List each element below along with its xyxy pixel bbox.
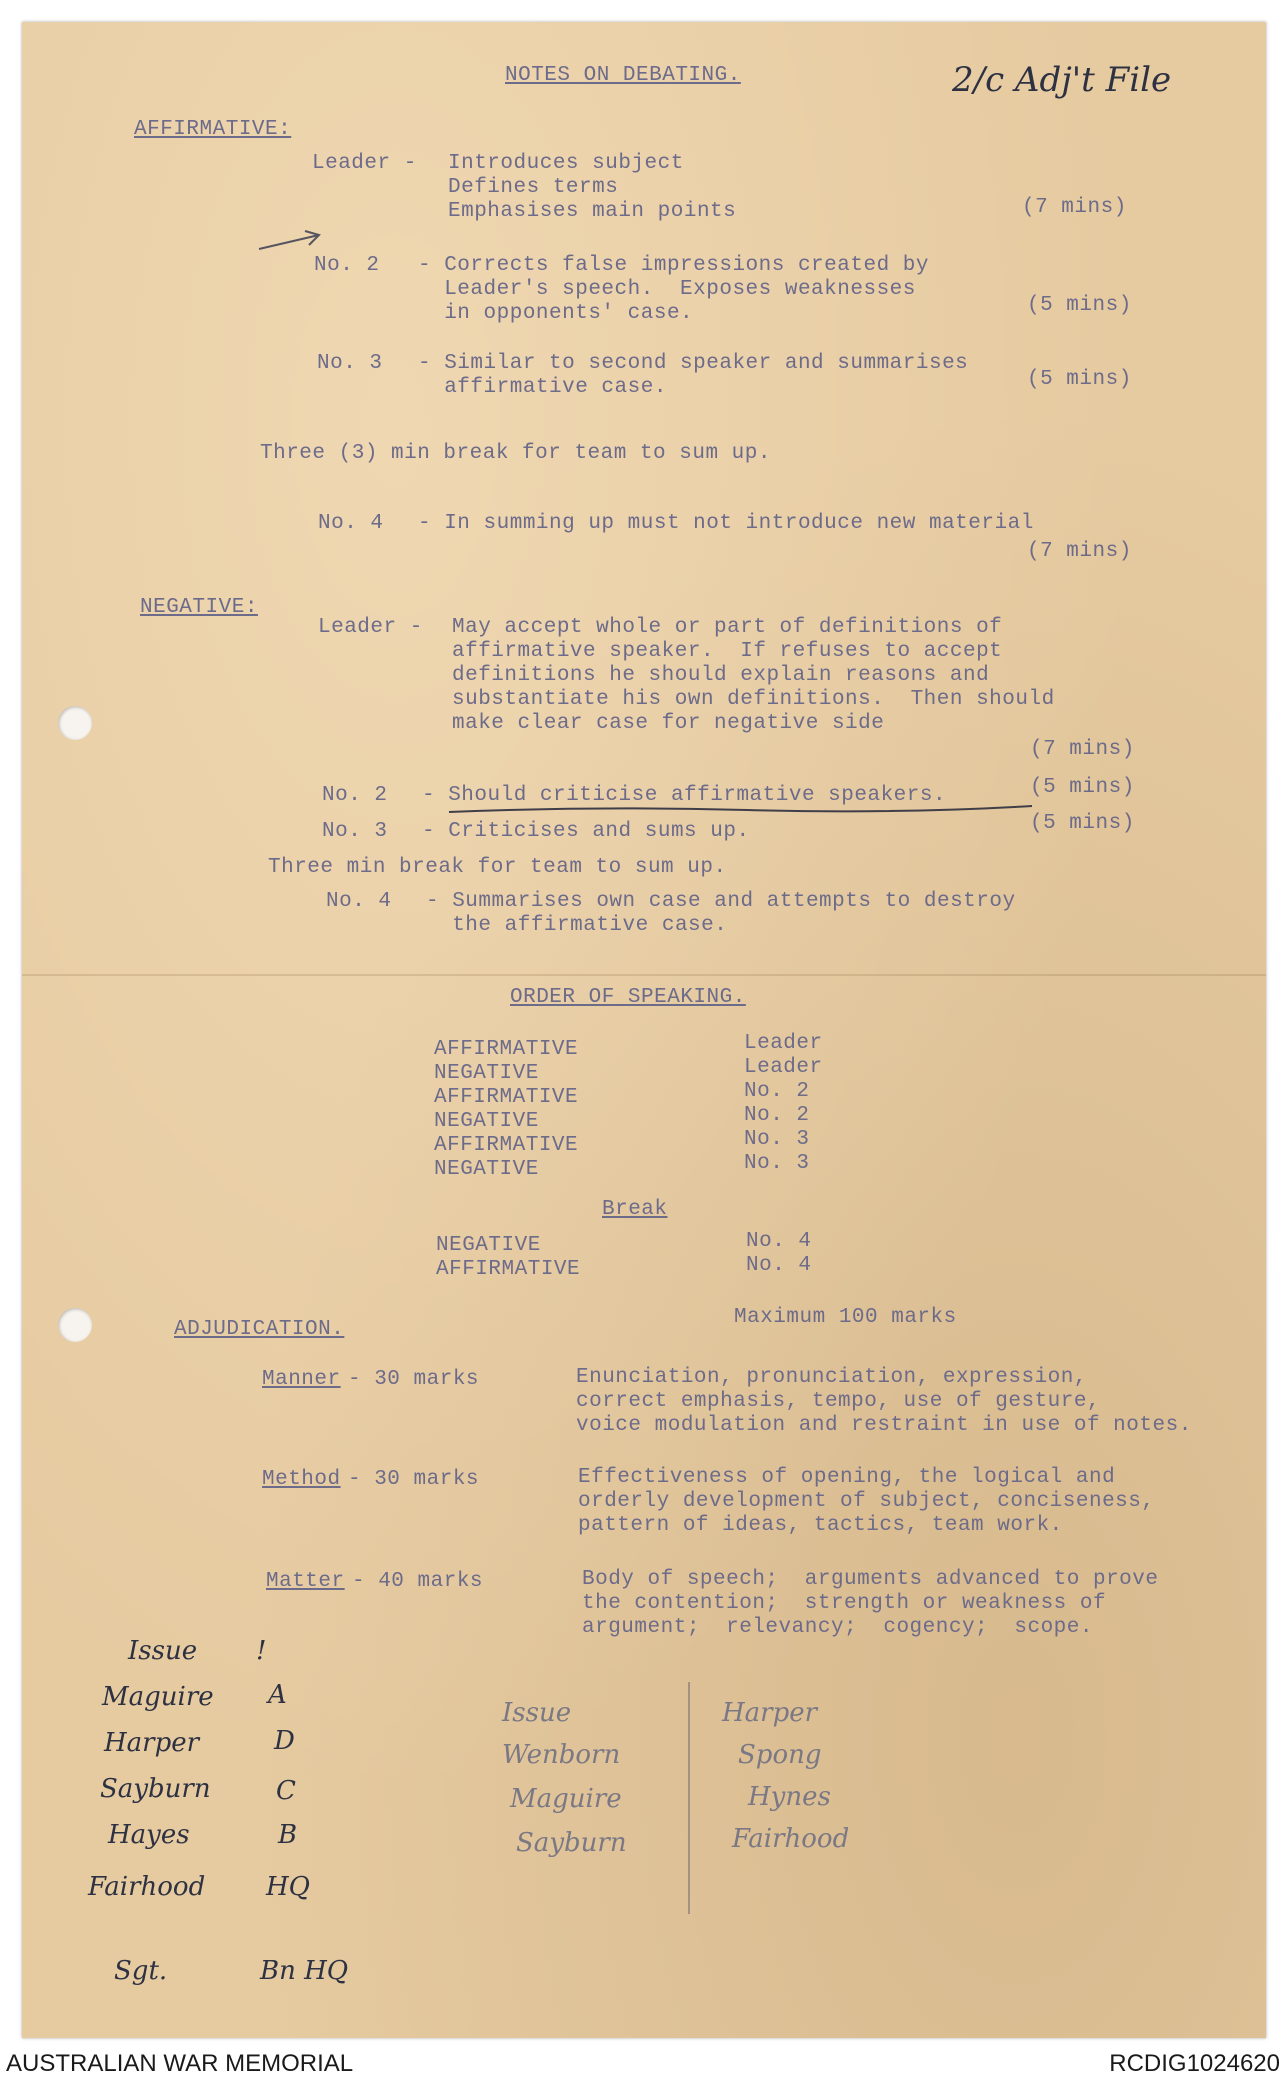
hw-list-name-1: Issue (128, 1636, 198, 1666)
aff-leader-line-1: Introduces subject (448, 152, 684, 175)
hw-list-name-6: Fairhood (88, 1872, 206, 1902)
order-row-7-side: NEGATIVE (436, 1234, 541, 1257)
hw-list-name-3: Harper (104, 1728, 200, 1758)
aff-no3-line-1: - Similar to second speaker and summarises (418, 352, 969, 375)
aff-no4-line: - In summing up must not introduce new material (418, 512, 1034, 535)
hw-col-right-2: Spong (738, 1740, 822, 1770)
handwritten-arrow-icon (257, 227, 327, 257)
aff-leader-label: Leader - (312, 152, 417, 175)
footer-record-id: RCDIG1024620 (1109, 2050, 1280, 2077)
punch-hole-lower (58, 1308, 92, 1342)
manner-line-3: voice modulation and restraint in use of notes. (576, 1414, 1192, 1437)
hw-list-name-4: Sayburn (100, 1774, 211, 1804)
manner-label: Manner (262, 1368, 341, 1391)
neg-break-note: Three min break for team to sum up. (268, 856, 727, 879)
adjudication-heading: ADJUDICATION. (174, 1318, 345, 1341)
order-row-3-side: AFFIRMATIVE (434, 1086, 579, 1109)
matter-line-2: the contention; strength or weakness of (582, 1592, 1107, 1615)
aff-no2-line-1: - Corrects false impressions created by (418, 254, 929, 277)
hw-col-left-2: Wenborn (502, 1740, 621, 1770)
method-label: Method (262, 1468, 341, 1491)
hw-list-name-5: Hayes (108, 1820, 190, 1850)
order-row-6-speaker: No. 3 (744, 1152, 810, 1175)
affirmative-heading: AFFIRMATIVE: (134, 118, 292, 141)
order-row-7-speaker: No. 4 (746, 1230, 812, 1253)
order-row-2-side: NEGATIVE (434, 1062, 539, 1085)
handwritten-underline (447, 802, 1037, 818)
method-line-2: orderly development of subject, conciseness, (578, 1490, 1155, 1513)
manner-marks: - 30 marks (348, 1368, 480, 1391)
neg-no2-time: (5 mins) (1030, 776, 1135, 799)
method-line-3: pattern of ideas, tactics, team work. (578, 1514, 1063, 1537)
hw-col-left-3: Maguire (510, 1784, 622, 1814)
neg-no3-time: (5 mins) (1030, 812, 1135, 835)
order-row-2-speaker: Leader (744, 1056, 823, 1079)
neg-leader-line-3: definitions he should explain reasons and (452, 664, 990, 687)
order-row-3-speaker: No. 2 (744, 1080, 810, 1103)
hw-list-mark-2: A (268, 1680, 287, 1710)
hw-list-name-2: Maguire (102, 1682, 214, 1712)
order-heading: ORDER OF SPEAKING. (510, 986, 746, 1009)
neg-leader-time: (7 mins) (1030, 738, 1135, 761)
aff-no4-time: (7 mins) (1027, 540, 1132, 563)
neg-no4-label: No. 4 (326, 890, 392, 913)
hw-list-mark-5: B (278, 1820, 298, 1850)
order-row-1-side: AFFIRMATIVE (434, 1038, 579, 1061)
adjudication-maximum: Maximum 100 marks (734, 1306, 957, 1329)
order-row-4-side: NEGATIVE (434, 1110, 539, 1133)
hw-list-mark-1: ! (256, 1636, 267, 1666)
neg-leader-label: Leader - (318, 616, 423, 639)
order-row-5-side: AFFIRMATIVE (434, 1134, 579, 1157)
aff-leader-line-2: Defines terms (448, 176, 619, 199)
order-break-label: Break (602, 1198, 668, 1221)
neg-leader-line-4: substantiate his own definitions. Then should (452, 688, 1055, 711)
order-row-4-speaker: No. 2 (744, 1104, 810, 1127)
aff-no2-line-3: in opponents' case. (418, 302, 694, 325)
neg-leader-line-1: May accept whole or part of definitions of (452, 616, 1003, 639)
order-row-6-side: NEGATIVE (434, 1158, 539, 1181)
hw-col-right-4: Fairhood (732, 1824, 850, 1854)
aff-leader-time: (7 mins) (1022, 196, 1127, 219)
aff-no3-line-2: affirmative case. (418, 376, 667, 399)
aff-no2-time: (5 mins) (1027, 294, 1132, 317)
method-line-1: Effectiveness of opening, the logical and (578, 1466, 1116, 1489)
matter-line-1: Body of speech; arguments advanced to prove (582, 1568, 1159, 1591)
aff-no4-label: No. 4 (318, 512, 384, 535)
hw-list-mark-6: HQ (266, 1872, 310, 1902)
hw-col-right-3: Hynes (748, 1782, 831, 1812)
order-row-8-speaker: No. 4 (746, 1254, 812, 1277)
order-row-5-speaker: No. 3 (744, 1128, 810, 1151)
matter-marks: - 40 marks (352, 1570, 484, 1593)
hw-col-left-1: Issue (502, 1698, 572, 1728)
order-row-8-side: AFFIRMATIVE (436, 1258, 581, 1281)
neg-no4-line-2: the affirmative case. (426, 914, 728, 937)
paper-fold (22, 974, 1266, 976)
negative-heading: NEGATIVE: (140, 596, 258, 619)
punch-hole-upper (58, 706, 92, 740)
neg-no4-line-1: - Summarises own case and attempts to destroy (426, 890, 1016, 913)
aff-no3-label: No. 3 (317, 352, 383, 375)
aff-leader-line-3: Emphasises main points (448, 200, 737, 223)
hw-list-name-7: Sgt. (114, 1956, 168, 1986)
hw-list-mark-7: Bn HQ (260, 1956, 349, 1986)
aff-no2-line-2: Leader's speech. Exposes weaknesses (418, 278, 916, 301)
manner-line-2: correct emphasis, tempo, use of gesture, (576, 1390, 1101, 1413)
method-marks: - 30 marks (348, 1468, 480, 1491)
hw-column-divider (688, 1682, 690, 1914)
hw-col-right-1: Harper (722, 1698, 818, 1728)
neg-no3-label: No. 3 (322, 820, 388, 843)
manner-line-1: Enunciation, pronunciation, expression, (576, 1366, 1087, 1389)
hw-list-mark-4: C (276, 1776, 296, 1806)
neg-leader-line-2: affirmative speaker. If refuses to accept (452, 640, 1003, 663)
aff-break-note: Three (3) min break for team to sum up. (260, 442, 771, 465)
aff-no3-time: (5 mins) (1027, 368, 1132, 391)
neg-no3-line: - Criticises and sums up. (422, 820, 750, 843)
aff-no2-label: No. 2 (314, 254, 380, 277)
document-title: NOTES ON DEBATING. (505, 64, 741, 87)
corner-handwritten-note: 2/c Adj't File (952, 60, 1172, 100)
neg-no2-line: - Should criticise affirmative speakers. (422, 784, 947, 807)
document-page (22, 22, 1266, 2038)
hw-list-mark-3: D (274, 1726, 295, 1756)
neg-leader-line-5: make clear case for negative side (452, 712, 885, 735)
neg-no2-label: No. 2 (322, 784, 388, 807)
footer-collection-name: AUSTRALIAN WAR MEMORIAL (6, 2050, 354, 2077)
hw-col-left-4: Sayburn (516, 1828, 627, 1858)
order-row-1-speaker: Leader (744, 1032, 823, 1055)
matter-line-3: argument; relevancy; cogency; scope. (582, 1616, 1093, 1639)
matter-label: Matter (266, 1570, 345, 1593)
